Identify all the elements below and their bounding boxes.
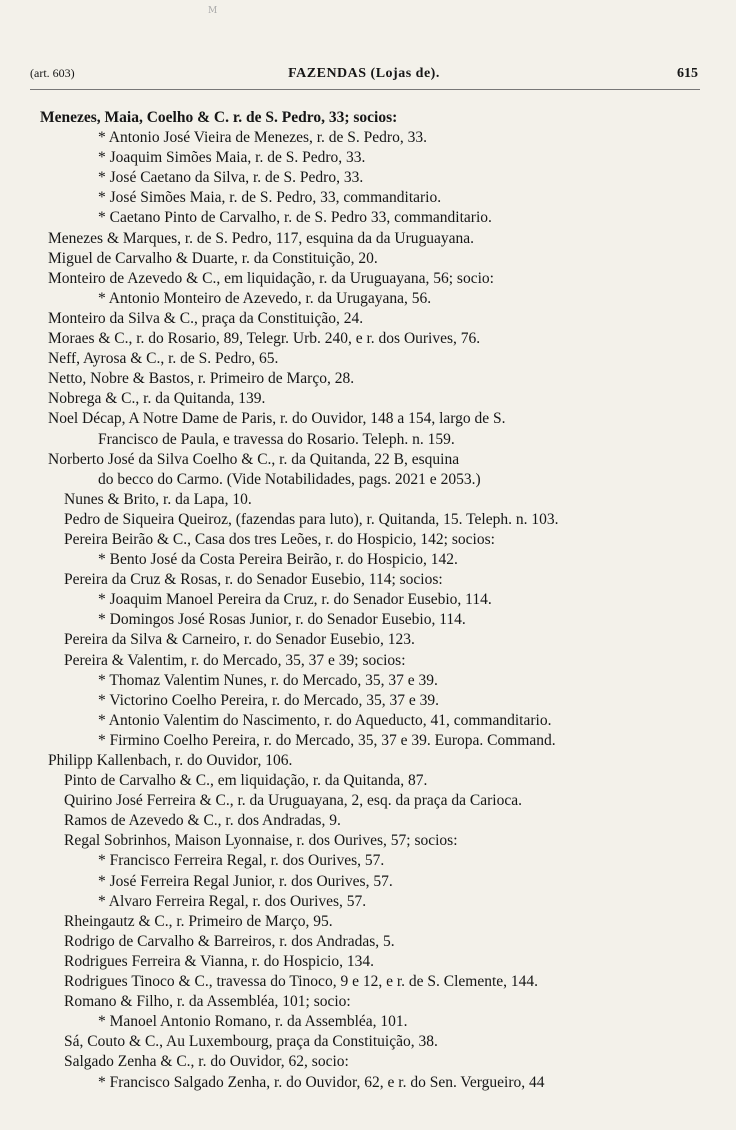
directory-entry: Menezes & Marques, r. de S. Pedro, 117, esquina da da Uruguayana. — [48, 229, 474, 247]
directory-entry: Pereira da Silva & Carneiro, r. do Senador Eusebio, 123. — [64, 631, 415, 649]
directory-entry: * Firmino Coelho Pereira, r. do Mercado, 35, 37 e 39. Europa. Command. — [98, 731, 556, 749]
directory-entry: Salgado Zenha & C., r. do Ouvidor, 62, socio: — [64, 1053, 349, 1071]
directory-entry: Romano & Filho, r. da Assembléa, 101; socio: — [64, 993, 351, 1011]
directory-entry: * Victorino Coelho Pereira, r. do Mercado, 35, 37 e 39. — [98, 691, 439, 709]
directory-entry: Philipp Kallenbach, r. do Ouvidor, 106. — [48, 752, 293, 769]
directory-entry: * Francisco Ferreira Regal, r. dos Ourives, 57. — [98, 852, 385, 870]
directory-entry: * Bento José da Costa Pereira Beirão, r. do Hospicio, 142. — [98, 551, 458, 569]
directory-entry: Netto, Nobre & Bastos, r. Primeiro de Março, 28. — [48, 370, 355, 388]
stray-mark: M — [208, 6, 218, 16]
header-rule — [30, 89, 700, 90]
header-article: (art. 603) — [30, 66, 75, 80]
directory-entry: Sá, Couto & C., Au Luxembourg, praça da Constituição, 38. — [64, 1033, 438, 1051]
header-title: FAZENDAS (Lojas de). — [288, 66, 440, 81]
directory-entry: * Antonio Monteiro de Azevedo, r. da Urugayana, 56. — [98, 289, 432, 307]
directory-entry: * Manoel Antonio Romano, r. da Assembléa, 101. — [98, 1013, 408, 1031]
directory-entry: * José Caetano da Silva, r. de S. Pedro, 33. — [98, 169, 364, 187]
directory-entry: Rodrigo de Carvalho & Barreiros, r. dos Andradas, 5. — [64, 932, 395, 950]
directory-entry: Monteiro de Azevedo & C., em liquidação, r. da Uruguayana, 56; socio: — [48, 269, 494, 287]
directory-entry: * Francisco Salgado Zenha, r. do Ouvidor, 62, e r. do Sen. Vergueiro, 44 — [98, 1073, 545, 1091]
directory-entry: * Domingos José Rosas Junior, r. do Senador Eusebio, 114. — [98, 611, 466, 629]
directory-entry: Pereira Beirão & C., Casa dos tres Leões, r. do Hospicio, 142; socios: — [64, 530, 495, 548]
directory-entry: Nunes & Brito, r. da Lapa, 10. — [64, 490, 252, 508]
directory-entry: * Antonio José Vieira de Menezes, r. de S. Pedro, 33. — [98, 129, 427, 147]
directory-entry: Miguel de Carvalho & Duarte, r. da Constituição, 20. — [48, 249, 378, 267]
directory-entry: * Joaquim Manoel Pereira da Cruz, r. do Senador Eusebio, 114. — [98, 591, 492, 609]
header-page-number: 615 — [677, 66, 698, 81]
directory-entry: Pedro de Siqueira Queiroz, (fazendas para luto), r. Quitanda, 15. Teleph. n. 103. — [64, 510, 559, 528]
directory-entry: * Caetano Pinto de Carvalho, r. de S. Pedro 33, commanditario. — [98, 209, 492, 227]
directory-entry: * Thomaz Valentim Nunes, r. do Mercado, 35, 37 e 39. — [98, 671, 438, 689]
directory-entry: Monteiro da Silva & C., praça da Constituição, 24. — [48, 309, 364, 327]
directory-entry: Ramos de Azevedo & C., r. dos Andradas, 9. — [64, 812, 341, 830]
directory-entry: Regal Sobrinhos, Maison Lyonnaise, r. dos Ourives, 57; socios: — [64, 832, 458, 850]
directory-entry: * Alvaro Ferreira Regal, r. dos Ourives, 57. — [98, 892, 367, 910]
directory-entry: Rheingautz & C., r. Primeiro de Março, 95. — [64, 912, 333, 930]
entry-list — [40, 108, 710, 1093]
directory-entry: Rodrigues Ferreira & Vianna, r. do Hospicio, 134. — [64, 952, 375, 970]
directory-entry: Neff, Ayrosa & C., r. de S. Pedro, 65. — [48, 350, 279, 368]
directory-entry: * Antonio Valentim do Nascimento, r. do Aqueducto, 41, commanditario. — [98, 711, 552, 729]
directory-entry: Menezes, Maia, Coelho & C. r. de S. Pedro, 33; socios: — [40, 109, 398, 126]
directory-entry: * Joaquim Simões Maia, r. de S. Pedro, 33. — [98, 149, 366, 167]
directory-entry: Nobrega & C., r. da Quitanda, 139. — [48, 390, 266, 408]
directory-entry: Quirino José Ferreira & C., r. da Uruguayana, 2, esq. da praça da Carioca. — [64, 792, 522, 810]
directory-entry: Norberto José da Silva Coelho & C., r. da Quitanda, 22 B, esquina — [48, 450, 460, 468]
directory-entry: Moraes & C., r. do Rosario, 89, Telegr. Urb. 240, e r. dos Ourives, 76. — [48, 330, 481, 348]
directory-entry: Rodrigues Tinoco & C., travessa do Tinoco, 9 e 12, e r. de S. Clemente, 144. — [64, 973, 539, 991]
directory-entry: Pinto de Carvalho & C., em liquidação, r. da Quitanda, 87. — [64, 772, 428, 790]
directory-entry: Pereira & Valentim, r. do Mercado, 35, 37 e 39; socios: — [64, 651, 406, 669]
directory-entry: do becco do Carmo. (Vide Notabilidades, pags. 2021 e 2053.) — [98, 470, 481, 488]
directory-entry: Noel Décap, A Notre Dame de Paris, r. do Ouvidor, 148 a 154, largo de S. — [48, 410, 506, 428]
directory-entry: * José Ferreira Regal Junior, r. dos Ourives, 57. — [98, 872, 393, 890]
directory-entry: * José Simões Maia, r. de S. Pedro, 33, commanditario. — [98, 189, 442, 207]
page-header — [30, 66, 698, 88]
directory-entry: Pereira da Cruz & Rosas, r. do Senador Eusebio, 114; socios: — [64, 571, 443, 589]
directory-entry: Francisco de Paula, e travessa do Rosario. Teleph. n. 159. — [98, 430, 455, 448]
